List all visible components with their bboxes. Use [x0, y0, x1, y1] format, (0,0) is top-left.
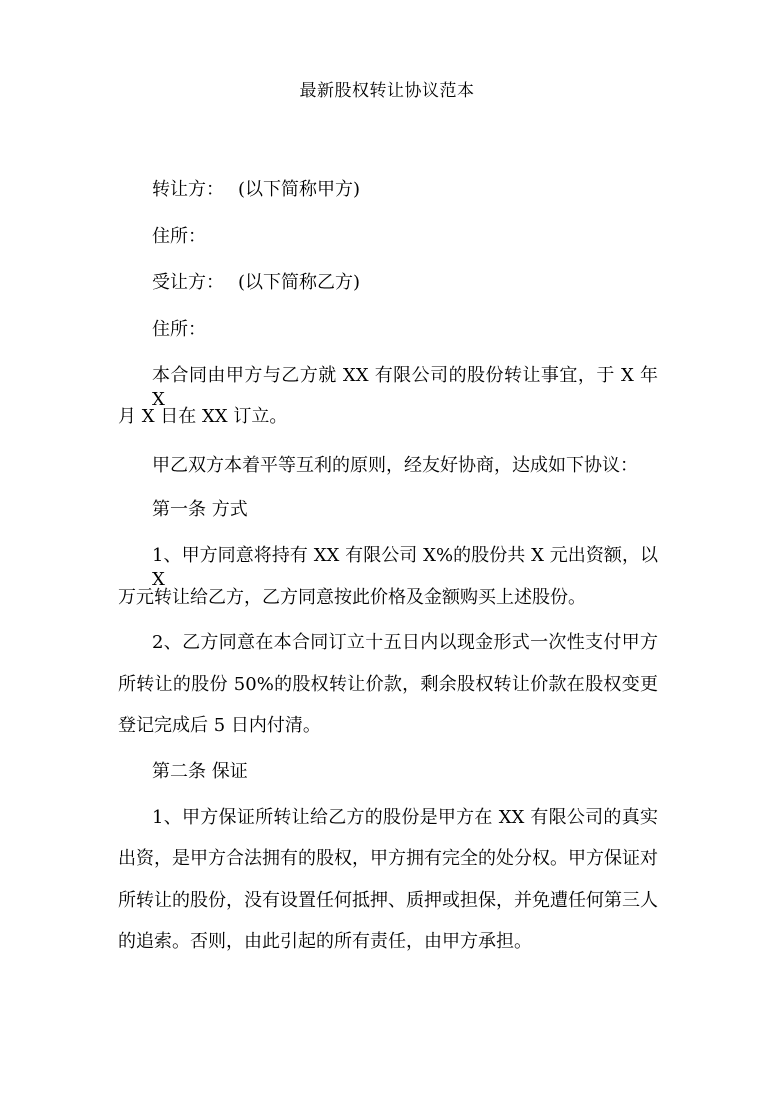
article-2-item-1-line-1: 1、甲方保证所转让给乙方的股份是甲方在 XX 有限公司的真实 — [152, 807, 658, 828]
intro-paragraph-line-1: 本合同由甲方与乙方就 XX 有限公司的股份转让事宜，于 X 年 X — [152, 365, 658, 410]
transferee-note: (以下简称乙方) — [238, 272, 361, 293]
article-1-heading: 第一条 方式 — [152, 499, 248, 520]
article-1-item-1-line-2: 万元转让给乙方，乙方同意按此价格及金额购买上述股份。 — [118, 587, 586, 608]
article-1-item-2-line-3: 登记完成后 5 日内付清。 — [118, 715, 321, 736]
article-1-item-1-line-1: 1、甲方同意将持有 XX 有限公司 X%的股份共 X 元出资额，以 X — [152, 545, 658, 590]
transferor-note: (以下简称甲方) — [238, 179, 361, 200]
article-1-item-2-line-2: 所转让的股份 50%的股权转让价款，剩余股权转让价款在股权变更 — [118, 674, 658, 695]
article-2-item-1-line-2: 出资，是甲方合法拥有的股权，甲方拥有完全的处分权。甲方保证对 — [118, 848, 658, 869]
transferor-line — [152, 178, 360, 202]
article-2-heading: 第二条 保证 — [152, 761, 248, 782]
intro-paragraph-line-2: 月 X 日在 XX 订立。 — [118, 406, 288, 427]
article-2-item-1-line-3: 所转让的股份，没有设置任何抵押、质押或担保，并免遭任何第三人 — [118, 890, 658, 911]
transferee-label: 受让方： — [152, 272, 224, 293]
transferee-line — [152, 271, 360, 295]
transferee-address-label: 住所： — [152, 319, 206, 340]
consensus-paragraph: 甲乙双方本着平等互利的原则，经友好协商，达成如下协议： — [152, 455, 638, 476]
transferor-label: 转让方： — [152, 179, 224, 200]
article-2-item-1-line-4: 的追索。否则，由此引起的所有责任，由甲方承担。 — [118, 931, 532, 952]
article-1-item-2-line-1: 2、乙方同意在本合同订立十五日内以现金形式一次性支付甲方 — [152, 632, 658, 653]
document-title: 最新股权转让协议范本 — [299, 81, 475, 101]
transferor-address-label: 住所： — [152, 226, 206, 247]
